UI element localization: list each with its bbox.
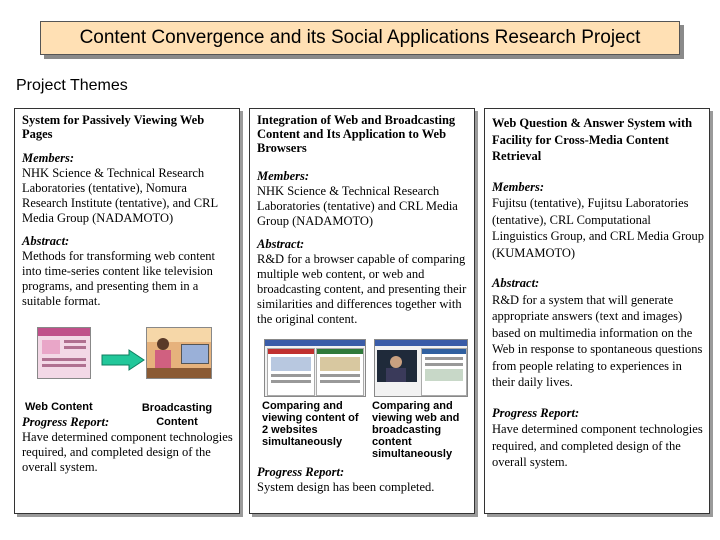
members-text: Fujitsu (tentative), Fujitsu Laboratories (tentative), CRL Computational Linguistics Group, and CRL Media Group (KUMAMOTO) — [492, 196, 705, 260]
section-heading: Project Themes — [16, 77, 128, 94]
broadcasting-content-caption: Broadcasting Content — [141, 402, 213, 428]
progress-label: Progress Report: — [492, 405, 580, 420]
two-websites-screenshot — [264, 339, 366, 397]
abstract-text: R&D for a system that will generate appropriate answers (text and images) based on multimedia information on the Web in response to spontaneous questions from people relating to experiences in their daily lives. — [492, 292, 703, 389]
theme-card-body — [22, 113, 234, 309]
theme-heading: System for Passively Viewing Web Pages — [22, 113, 205, 141]
progress-block — [22, 415, 234, 475]
progress-text: System design has been completed. — [257, 480, 435, 494]
web-content-thumbnail — [37, 327, 91, 379]
members-text: NHK Science & Technical Research Laboratories (tentative), Nomura Research Institute (tentative), and CRL Media Group (NADAMOTO) — [22, 166, 218, 225]
members-label: Members: — [257, 169, 310, 183]
abstract-text: R&D for a browser capable of comparing multiple web content, or web and broadcasting content, and presenting their similarities and differences together with the original content. — [257, 252, 467, 326]
web-broadcast-caption: Comparing and viewing web and broadcasting content simultaneously — [372, 400, 460, 460]
web-broadcast-screenshot — [374, 339, 468, 397]
broadcasting-content-thumbnail — [146, 327, 212, 379]
abstract-label: Abstract: — [22, 234, 70, 248]
abstract-label: Abstract: — [257, 237, 305, 251]
theme-heading: Web Question & Answer System with Facility for Cross-Media Content Retrieval — [492, 116, 693, 163]
theme-card-qa-system — [484, 108, 710, 514]
theme-card-web-broadcast-integration — [249, 108, 475, 514]
project-title — [40, 21, 680, 55]
members-label: Members: — [22, 151, 75, 165]
two-websites-caption: Comparing and viewing content of 2 websites simultaneously — [262, 400, 359, 448]
theme-card-body — [257, 113, 469, 327]
members-label: Members: — [492, 179, 545, 194]
theme-card-passive-viewing — [14, 108, 240, 514]
web-content-caption: Web Content — [25, 401, 93, 413]
progress-block — [257, 465, 469, 495]
members-text: NHK Science & Technical Research Laboratories (tentative) and CRL Media Group (NADAMOTO) — [257, 184, 458, 228]
progress-label: Progress Report: — [257, 465, 345, 479]
theme-card-body — [492, 115, 704, 471]
theme-heading: Integration of Web and Broadcasting Content and Its Application to Web Browsers — [257, 113, 456, 155]
progress-text: Have determined component technologies required, and completed design of the overall system. — [22, 430, 233, 474]
arrow-right-icon — [101, 349, 145, 371]
progress-label: Progress Report: — [22, 415, 110, 429]
abstract-text: Methods for transforming web content into time-series content like television programs, and presenting them in a suitable format. — [22, 249, 216, 308]
progress-text: Have determined component technologies required, and completed design of the overall system. — [492, 422, 703, 469]
project-title-text: Content Convergence and its Social Applications Research Project — [79, 27, 641, 48]
abstract-label: Abstract: — [492, 276, 540, 290]
